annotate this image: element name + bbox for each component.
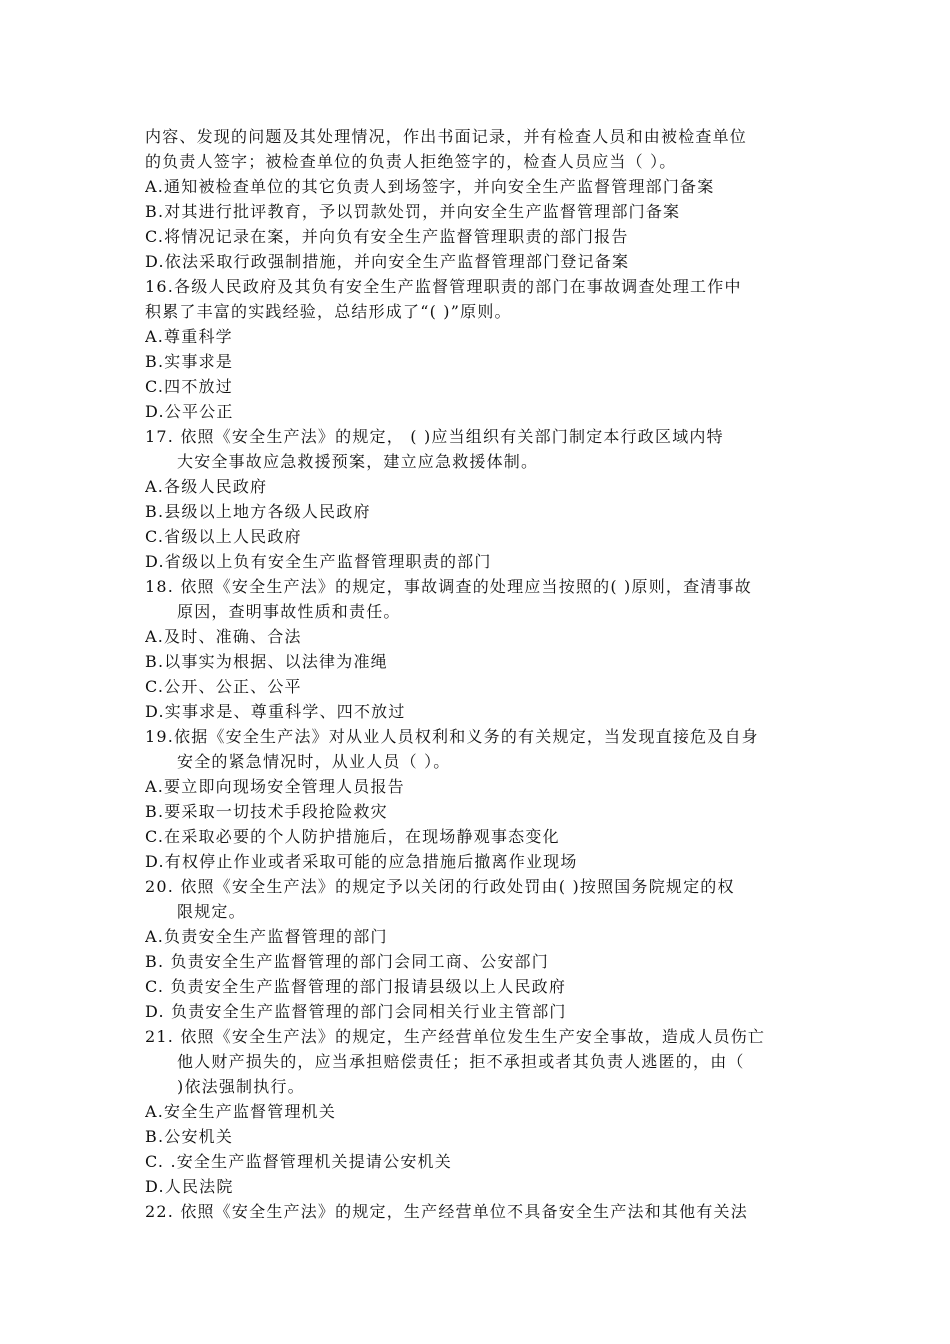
option-c: C.四不放过 [145, 377, 233, 396]
option-a: A.通知被检查单位的其它负责人到场签字，并向安全生产监督管理部门备案 [145, 177, 715, 196]
option-d: D.公平公正 [145, 402, 234, 421]
question-22: 22. 依照《安全生产法》的规定，生产经营单位不具备安全生产法和其他有关法 [145, 1202, 748, 1221]
option-c: C. 负责安全生产监督管理的部门报请县级以上人民政府 [145, 977, 567, 996]
option-a: A.安全生产监督管理机关 [145, 1102, 337, 1121]
question-19: 19.依据《安全生产法》对从业人员权利和义务的有关规定，当发现直接危及自身 [145, 727, 759, 746]
option-d: D.依法采取行政强制措施，并向安全生产监督管理部门登记备案 [145, 252, 630, 271]
option-c: C.在采取必要的个人防护措施后，在现场静观事态变化 [145, 827, 560, 846]
option-d: D.人民法院 [145, 1177, 234, 1196]
question-16: 16.各级人民政府及其负有安全生产监督管理职责的部门在事故调查处理工作中 [145, 277, 742, 296]
option-b: B. 负责安全生产监督管理的部门会同工商、公安部门 [145, 952, 549, 971]
document-body [145, 124, 810, 1224]
question-21: 21. 依照《安全生产法》的规定，生产经营单位发生生产安全事故，造成人员伤亡 [145, 1027, 766, 1046]
question-20: 20. 依照《安全生产法》的规定予以关闭的行政处罚由( )按照国务院规定的权 [145, 877, 735, 896]
option-c: C. .安全生产监督管理机关提请公安机关 [145, 1152, 452, 1171]
question-16-cont: 积累了丰富的实践经验，总结形成了“( )”原则。 [145, 302, 512, 321]
question-19-cont: 安全的紧急情况时，从业人员（ ）。 [177, 752, 451, 771]
option-b: B.以事实为根据、以法律为准绳 [145, 652, 388, 671]
option-d: D. 负责安全生产监督管理的部门会同相关行业主管部门 [145, 1002, 567, 1021]
question-17-cont: 大安全事故应急救援预案，建立应急救援体制。 [177, 452, 539, 471]
option-a: A.各级人民政府 [145, 477, 268, 496]
option-b: B.实事求是 [145, 352, 234, 371]
option-d: D.实事求是、尊重科学、四不放过 [145, 702, 406, 721]
question-18: 18. 依照《安全生产法》的规定，事故调查的处理应当按照的( )原则，查清事故 [145, 577, 752, 596]
question-21-cont: 他人财产损失的，应当承担赔偿责任；拒不承担或者其负责人逃匿的，由（ [177, 1052, 745, 1071]
option-d: D.省级以上负有安全生产监督管理职责的部门 [145, 552, 492, 571]
option-c: C.省级以上人民政府 [145, 527, 302, 546]
option-b: B.对其进行批评教育，予以罚款处罚，并向安全生产监督管理部门备案 [145, 202, 681, 221]
option-b: B.县级以上地方各级人民政府 [145, 502, 371, 521]
question-21-cont: )依法强制执行。 [177, 1077, 305, 1096]
option-a: A.及时、准确、合法 [145, 627, 302, 646]
option-b: B.要采取一切技术手段抢险救灾 [145, 802, 388, 821]
question-18-cont: 原因，查明事故性质和责任。 [177, 602, 401, 621]
option-a: A.尊重科学 [145, 327, 233, 346]
text-line: 内容、发现的问题及其处理情况，作出书面记录，并有检查人员和由被检查单位 [145, 127, 748, 146]
option-b: B.公安机关 [145, 1127, 234, 1146]
text-line: 的负责人签字；被检查单位的负责人拒绝签字的，检查人员应当（ ）。 [145, 152, 677, 171]
option-d: D.有权停止作业或者采取可能的应急措施后撤离作业现场 [145, 852, 578, 871]
question-20-cont: 限规定。 [177, 902, 246, 921]
option-c: C.公开、公正、公平 [145, 677, 302, 696]
option-a: A.负责安全生产监督管理的部门 [145, 927, 388, 946]
option-c: C.将情况记录在案，并向负有安全生产监督管理职责的部门报告 [145, 227, 629, 246]
question-17: 17. 依照《安全生产法》的规定， ( )应当组织有关部门制定本行政区域内特 [145, 427, 724, 446]
option-a: A.要立即向现场安全管理人员报告 [145, 777, 405, 796]
